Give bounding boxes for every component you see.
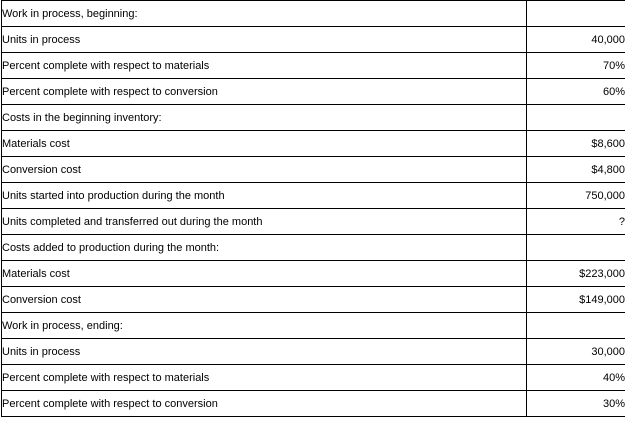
row-value: $8,600 <box>527 131 625 157</box>
table-row <box>2 105 625 131</box>
row-value: 60% <box>527 79 625 105</box>
table-row <box>2 313 625 339</box>
row-label: Work in process, beginning: <box>2 1 527 27</box>
row-value: 40% <box>527 365 625 391</box>
table-row <box>2 391 625 417</box>
row-label: Costs in the beginning inventory: <box>2 105 527 131</box>
row-value: $4,800 <box>527 157 625 183</box>
table-row <box>2 209 625 235</box>
table-row <box>2 53 625 79</box>
row-value: 30,000 <box>527 339 625 365</box>
table-row <box>2 365 625 391</box>
table-row <box>2 261 625 287</box>
table-row <box>2 79 625 105</box>
table-row <box>2 1 625 27</box>
table-row <box>2 27 625 53</box>
table-row <box>2 131 625 157</box>
row-label: Costs added to production during the month: <box>2 235 527 261</box>
row-label: Materials cost <box>2 131 527 157</box>
row-value <box>527 1 625 27</box>
row-value: 750,000 <box>527 183 625 209</box>
row-value <box>527 105 625 131</box>
row-label: Percent complete with respect to materials <box>2 53 527 79</box>
row-value: 30% <box>527 391 625 417</box>
table-row <box>2 157 625 183</box>
table-row <box>2 235 625 261</box>
table-row <box>2 183 625 209</box>
row-label: Materials cost <box>2 261 527 287</box>
row-label: Units completed and transferred out during the month <box>2 209 527 235</box>
row-value: $149,000 <box>527 287 625 313</box>
row-value <box>527 313 625 339</box>
row-label: Conversion cost <box>2 157 527 183</box>
table-row <box>2 339 625 365</box>
row-label: Units in process <box>2 339 527 365</box>
row-label: Percent complete with respect to conversion <box>2 391 527 417</box>
row-value: 40,000 <box>527 27 625 53</box>
row-value: 70% <box>527 53 625 79</box>
process-costing-data-table <box>1 0 625 417</box>
row-label: Work in process, ending: <box>2 313 527 339</box>
row-value <box>527 235 625 261</box>
row-label: Units started into production during the month <box>2 183 527 209</box>
row-label: Percent complete with respect to materials <box>2 365 527 391</box>
row-value: $223,000 <box>527 261 625 287</box>
row-label: Percent complete with respect to conversion <box>2 79 527 105</box>
row-value: ? <box>527 209 625 235</box>
row-label: Units in process <box>2 27 527 53</box>
table-row <box>2 287 625 313</box>
row-label: Conversion cost <box>2 287 527 313</box>
